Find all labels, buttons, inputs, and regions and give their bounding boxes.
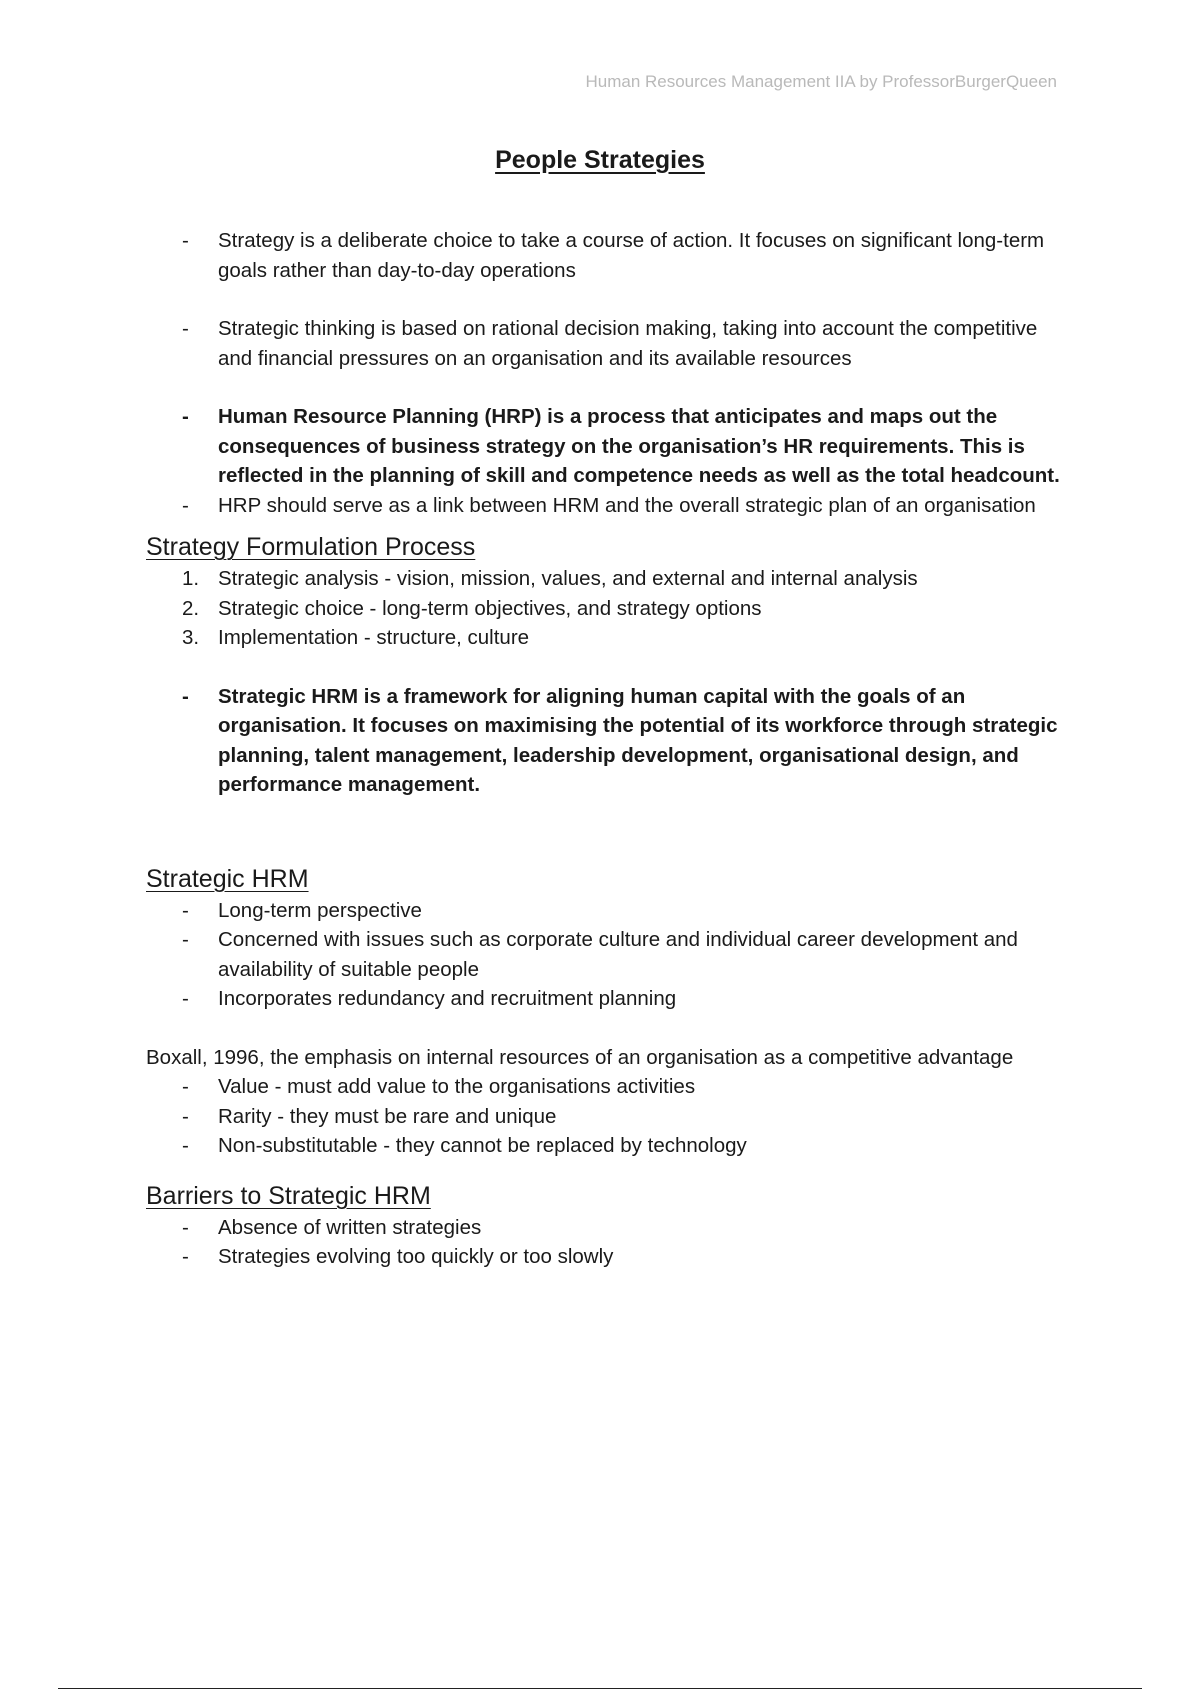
strategic-hrm-list bbox=[146, 896, 1066, 1014]
footer-rule bbox=[58, 1688, 1142, 1689]
list-item: 3. Implementation - structure, culture bbox=[182, 626, 530, 649]
list-item: - Value - must add value to the organisations activities bbox=[146, 1072, 1066, 1102]
list-item: - Strategy is a deliberate choice to take a course of action. It focuses on significant long-term goals rather than day-to-day operations bbox=[146, 226, 1066, 285]
list-item: - Rarity - they must be rare and unique bbox=[146, 1102, 1066, 1132]
boxall-paragraph: Boxall, 1996, the emphasis on internal resources of an organisation as a competitive advantage bbox=[146, 1045, 1014, 1069]
list-item: - HRP should serve as a link between HRM and the overall strategic plan of an organisation bbox=[146, 491, 1066, 521]
list-item: - Human Resource Planning (HRP) is a process that anticipates and maps out the consequences of business strategy on the organisation’s HR requirements. This is reflected in the planning of skill and competence needs as well as the total headcount. bbox=[146, 402, 1066, 491]
formulation-steps bbox=[146, 564, 1066, 653]
list-item: 2. Strategic choice - long-term objectives, and strategy options bbox=[182, 596, 762, 620]
list-item: - Non-substitutable - they cannot be replaced by technology bbox=[146, 1131, 1066, 1161]
list-item: - Absence of written strategies bbox=[146, 1213, 1066, 1243]
barriers-list bbox=[146, 1213, 1066, 1272]
list-item: - Strategies evolving too quickly or too slowly bbox=[146, 1242, 1066, 1272]
list-item: - Strategic thinking is based on rational decision making, taking into account the competitive and financial pressures on an organisation and its available resources bbox=[146, 314, 1066, 373]
section-heading-barriers: Barriers to Strategic HRM bbox=[146, 1181, 431, 1210]
boxall-list bbox=[146, 1072, 1066, 1161]
list-item: 1. Strategic analysis - vision, mission, values, and external and internal analysis bbox=[182, 567, 918, 590]
definition-list bbox=[146, 682, 1066, 800]
intro-list bbox=[146, 226, 1066, 285]
page-header: Human Resources Management IIA by ProfessorBurgerQueen bbox=[585, 72, 1057, 91]
list-item: - Long-term perspective bbox=[146, 896, 1066, 926]
page-title: People Strategies bbox=[495, 146, 705, 174]
intro-list bbox=[146, 314, 1066, 373]
list-item: - Concerned with issues such as corporate culture and individual career development and availability of suitable people bbox=[146, 925, 1066, 984]
list-item: - Incorporates redundancy and recruitment planning bbox=[146, 984, 1066, 1014]
section-heading-strategic-hrm: Strategic HRM bbox=[146, 864, 309, 893]
intro-list bbox=[146, 402, 1066, 520]
section-heading-formulation: Strategy Formulation Process bbox=[146, 533, 476, 561]
list-item: - Strategic HRM is a framework for aligning human capital with the goals of an organisation. It focuses on maximising the potential of its workforce through strategic planning, talent management, leadership development, organisational design, and performance management. bbox=[146, 682, 1066, 800]
document-body bbox=[146, 226, 1066, 1272]
